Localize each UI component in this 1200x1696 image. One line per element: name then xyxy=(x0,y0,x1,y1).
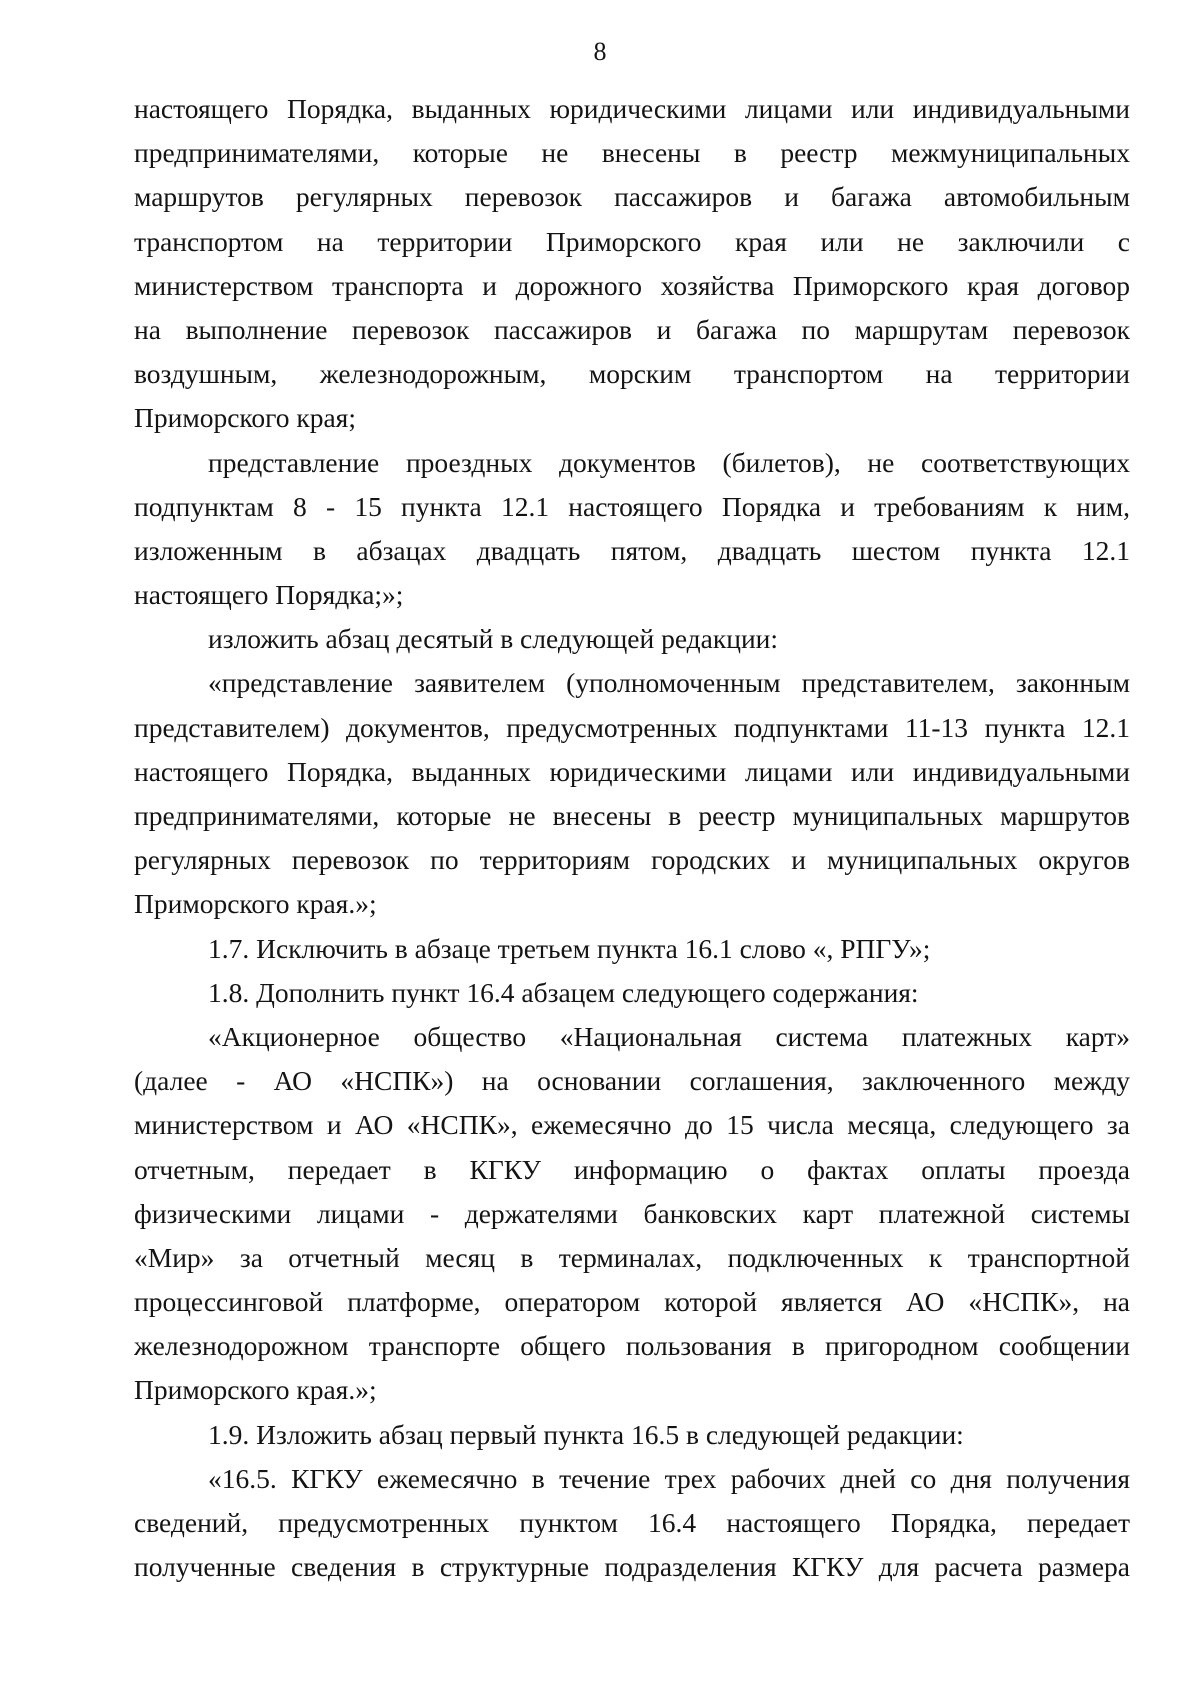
text-line: «16.5. КГКУ ежемесячно в течение трех рабочих дней со дня получения xyxy=(208,1462,1130,1494)
text-line: представителем) документов, предусмотренных подпунктами 11-13 пункта 12.1 xyxy=(134,711,1130,743)
text-line: на выполнение перевозок пассажиров и багажа по маршрутам перевозок xyxy=(134,313,1130,345)
text-line: Приморского края.»; xyxy=(134,888,377,920)
text-line: полученные сведения в структурные подразделения КГКУ для расчета размера xyxy=(134,1551,1130,1583)
text-line: настоящего Порядка;»; xyxy=(134,579,404,611)
text-line: изложенным в абзацах двадцать пятом, двадцать шестом пункта 12.1 xyxy=(134,534,1130,566)
text-line: подпунктам 8 - 15 пункта 12.1 настоящего Порядка и требованиям к ним, xyxy=(134,490,1130,522)
text-line: маршрутов регулярных перевозок пассажиров и багажа автомобильным xyxy=(134,181,1130,213)
text-line: воздушным, железнодорожным, морским транспортом на территории xyxy=(134,358,1130,390)
text-line: настоящего Порядка, выданных юридическими лицами или индивидуальными xyxy=(134,93,1130,124)
text-line: «Мир» за отчетный месяц в терминалах, подключенных к транспортной xyxy=(134,1241,1130,1273)
text-line: транспортом на территории Приморского края или не заключили с xyxy=(134,225,1130,257)
text-line: Приморского края; xyxy=(134,402,356,434)
text-line: Приморского края.»; xyxy=(134,1374,377,1406)
text-line: предпринимателями, которые не внесены в реестр муниципальных маршрутов xyxy=(134,800,1130,831)
text-line: (далее - АО «НСПК») на основании соглашения, заключенного между xyxy=(134,1065,1130,1097)
text-line: представление проездных документов (билетов), не соответствующих xyxy=(208,446,1130,478)
page-number: 8 xyxy=(593,37,607,66)
text-line: изложить абзац десятый в следующей редакции: xyxy=(208,623,779,655)
text-line: 1.7. Исключить в абзаце третьем пункта 16.1 слово «, РПГУ»; xyxy=(208,932,931,964)
text-line: регулярных перевозок по территориям городских и муниципальных округов xyxy=(134,844,1130,876)
text-line: процессинговой платформе, оператором которой является АО «НСПК», на xyxy=(134,1286,1130,1318)
text-line: настоящего Порядка, выданных юридическими лицами или индивидуальными xyxy=(134,755,1130,787)
text-line: «Акционерное общество «Национальная система платежных карт» xyxy=(208,1020,1130,1052)
text-line: железнодорожном транспорте общего пользования в пригородном сообщении xyxy=(134,1330,1130,1362)
text-line: сведений, предусмотренных пунктом 16.4 настоящего Порядка, передает xyxy=(134,1507,1130,1538)
text-line: отчетным, передает в КГКУ информацию о фактах оплаты проезда xyxy=(134,1153,1130,1185)
text-line: министерством и АО «НСПК», ежемесячно до 15 числа месяца, следующего за xyxy=(134,1109,1130,1141)
text-line: 1.8. Дополнить пункт 16.4 абзацем следующего содержания: xyxy=(208,976,919,1008)
text-line: «представление заявителем (уполномоченным представителем, законным xyxy=(208,667,1130,699)
text-line: предпринимателями, которые не внесены в реестр межмуниципальных xyxy=(134,137,1130,169)
text-line: 1.9. Изложить абзац первый пункта 16.5 в следующей редакции: xyxy=(208,1418,964,1450)
text-line: министерством транспорта и дорожного хозяйства Приморского края договор xyxy=(134,269,1130,301)
document-body xyxy=(134,87,1130,1589)
text-line: физическими лицами - держателями банковских карт платежной системы xyxy=(134,1197,1130,1229)
